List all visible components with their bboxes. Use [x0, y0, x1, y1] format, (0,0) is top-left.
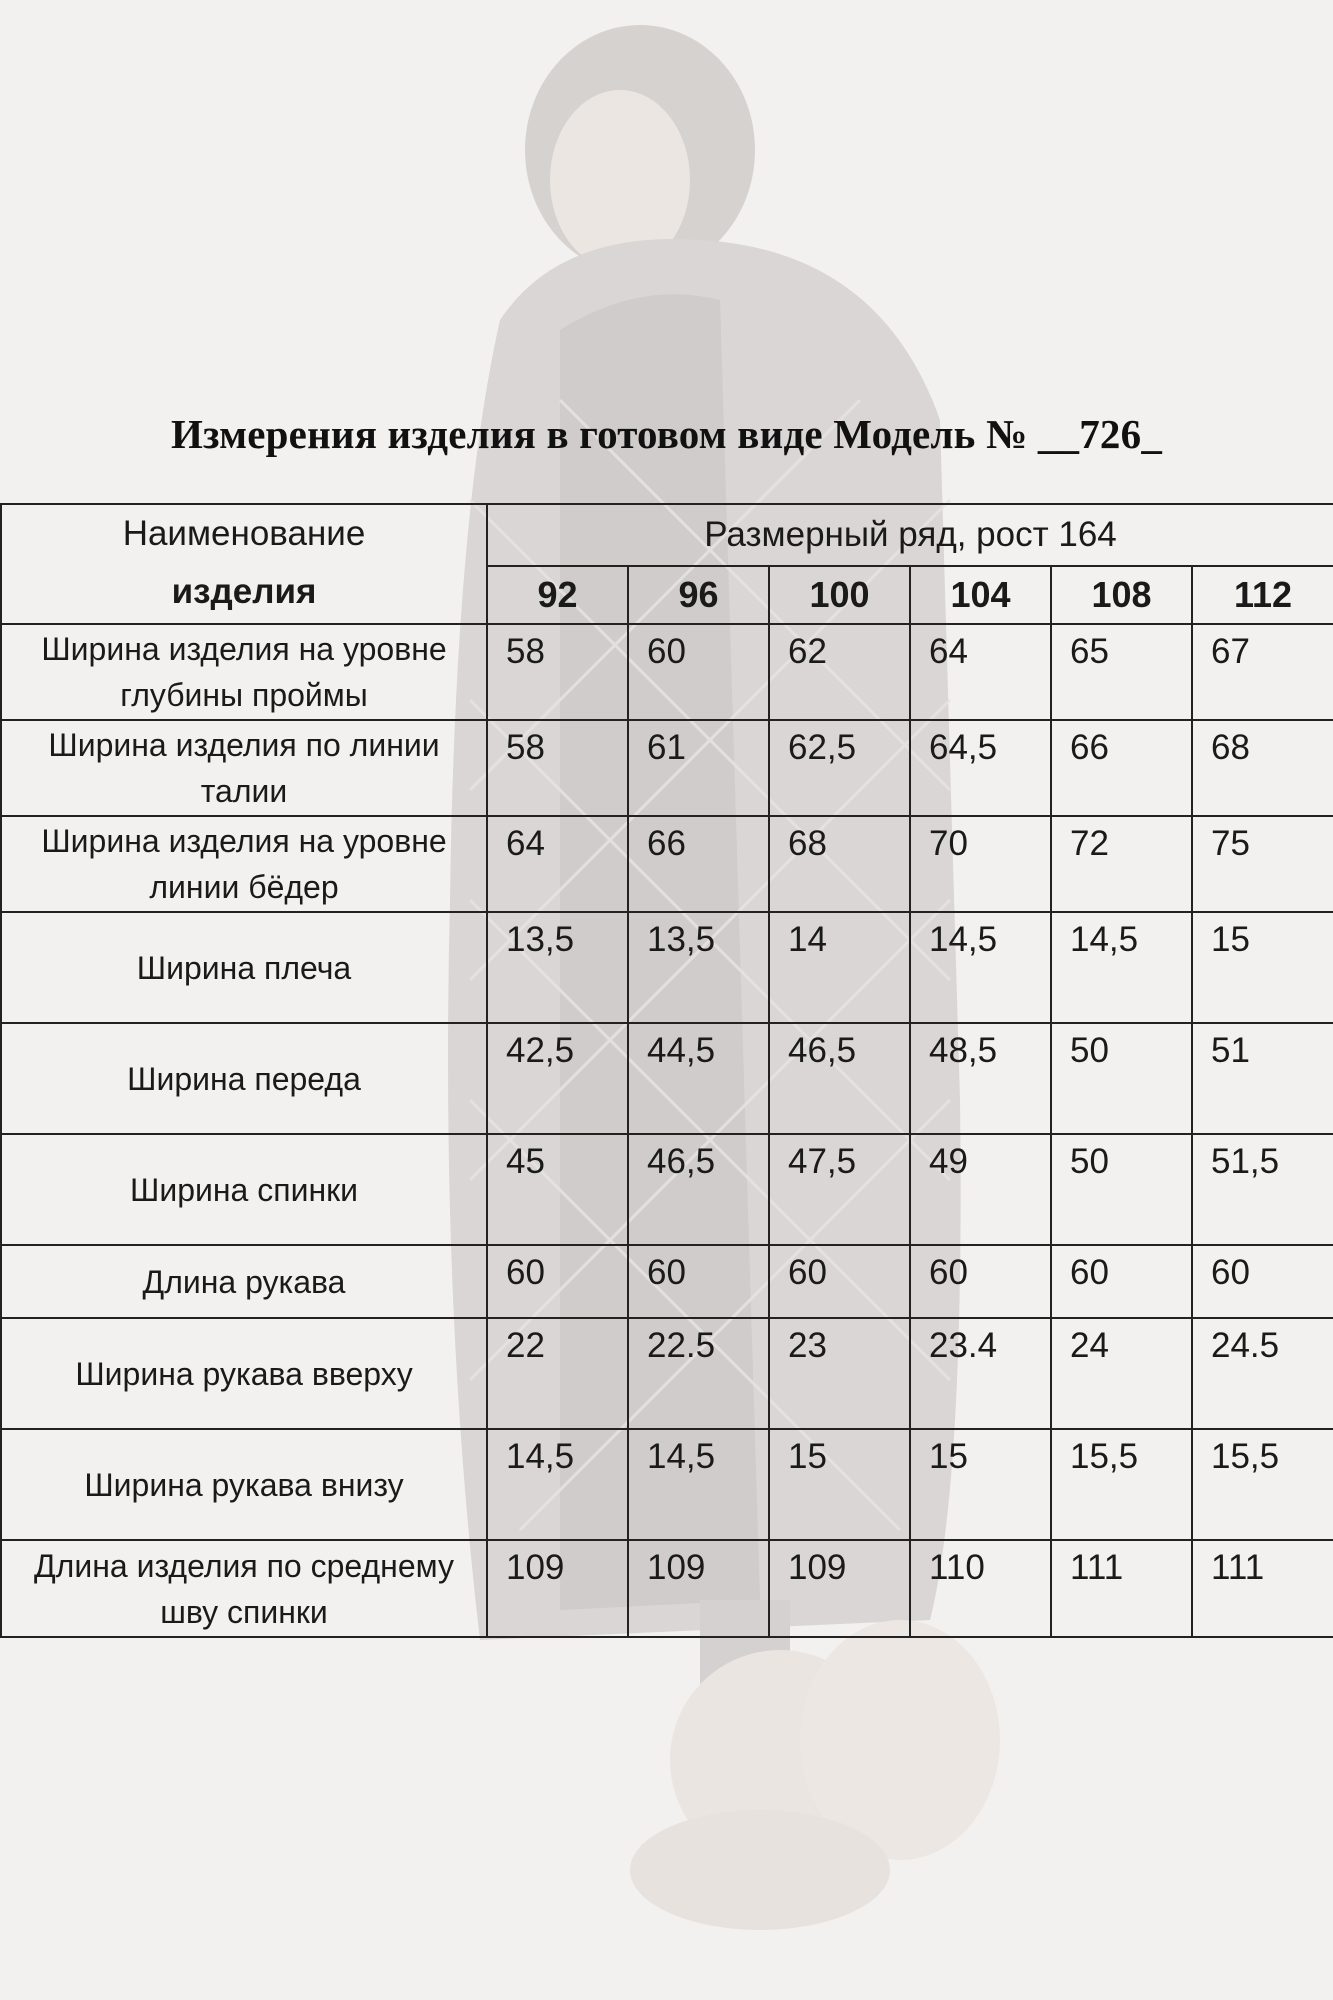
- measurement-value: 65: [1051, 624, 1192, 720]
- measurement-value: 75: [1192, 816, 1333, 912]
- measurement-value: 110: [910, 1540, 1051, 1637]
- table-row: [1, 1318, 1333, 1429]
- size-header: 100: [769, 566, 910, 624]
- measurement-value: 70: [910, 816, 1051, 912]
- table-row: [1, 1134, 1333, 1245]
- measurement-value: 64: [910, 624, 1051, 720]
- table-row: [1, 720, 1333, 816]
- measurement-value: 58: [487, 624, 628, 720]
- table-row: [1, 816, 1333, 912]
- measurement-name: Длина рукава: [1, 1245, 487, 1318]
- measurement-value: 22.5: [628, 1318, 769, 1429]
- measurement-value: 62,5: [769, 720, 910, 816]
- measurement-value: 15: [1192, 912, 1333, 1023]
- table-row: [1, 1023, 1333, 1134]
- measurement-value: 61: [628, 720, 769, 816]
- measurement-value: 15,5: [1192, 1429, 1333, 1540]
- measurement-value: 58: [487, 720, 628, 816]
- measurement-value: 109: [487, 1540, 628, 1637]
- size-header: 92: [487, 566, 628, 624]
- table-row: [1, 912, 1333, 1023]
- measurement-value: 64: [487, 816, 628, 912]
- measurement-value: 60: [769, 1245, 910, 1318]
- size-header: 96: [628, 566, 769, 624]
- size-range-label: Размерный ряд, рост 164: [487, 504, 1333, 566]
- measurement-value: 51: [1192, 1023, 1333, 1134]
- measurement-value: 44,5: [628, 1023, 769, 1134]
- measurement-name: Длина изделия по среднему шву спинки: [1, 1540, 487, 1637]
- table-row: [1, 1540, 1333, 1637]
- size-header: 104: [910, 566, 1051, 624]
- measurement-name: Ширина переда: [1, 1023, 487, 1134]
- measurement-value: 50: [1051, 1023, 1192, 1134]
- measurement-value: 24: [1051, 1318, 1192, 1429]
- measurement-value: 60: [1192, 1245, 1333, 1318]
- measurement-value: 49: [910, 1134, 1051, 1245]
- measurement-value: 64,5: [910, 720, 1051, 816]
- header-name-line1: Наименование: [122, 514, 366, 553]
- measurement-value: 60: [910, 1245, 1051, 1318]
- measurement-name: Ширина изделия на уровне линии бёдер: [1, 816, 487, 912]
- measurement-value: 13,5: [628, 912, 769, 1023]
- measurement-value: 46,5: [769, 1023, 910, 1134]
- measurement-value: 111: [1051, 1540, 1192, 1637]
- measurement-value: 60: [628, 624, 769, 720]
- measurement-value: 48,5: [910, 1023, 1051, 1134]
- measurement-name: Ширина плеча: [1, 912, 487, 1023]
- measurement-value: 45: [487, 1134, 628, 1245]
- header-name-cell: [1, 504, 487, 624]
- measurement-value: 14,5: [1051, 912, 1192, 1023]
- measurement-value: 13,5: [487, 912, 628, 1023]
- measurement-value: 46,5: [628, 1134, 769, 1245]
- measurement-value: 60: [1051, 1245, 1192, 1318]
- measurement-value: 23: [769, 1318, 910, 1429]
- measurement-value: 50: [1051, 1134, 1192, 1245]
- measurement-value: 51,5: [1192, 1134, 1333, 1245]
- measurement-value: 66: [1051, 720, 1192, 816]
- measurement-value: 67: [1192, 624, 1333, 720]
- size-header: 108: [1051, 566, 1192, 624]
- measurement-value: 14,5: [910, 912, 1051, 1023]
- measurement-value: 47,5: [769, 1134, 910, 1245]
- measurement-value: 111: [1192, 1540, 1333, 1637]
- measurement-value: 60: [628, 1245, 769, 1318]
- measurement-value: 14,5: [487, 1429, 628, 1540]
- table-row: [1, 1429, 1333, 1540]
- header-row: [1, 504, 1333, 566]
- measurement-value: 109: [769, 1540, 910, 1637]
- measurement-value: 72: [1051, 816, 1192, 912]
- header-name-line2: изделия: [171, 572, 317, 611]
- measurement-value: 22: [487, 1318, 628, 1429]
- measurement-value: 15: [910, 1429, 1051, 1540]
- measurement-value: 42,5: [487, 1023, 628, 1134]
- measurement-value: 66: [628, 816, 769, 912]
- measurement-name: Ширина изделия по линии талии: [1, 720, 487, 816]
- measurement-value: 68: [1192, 720, 1333, 816]
- measurement-name: Ширина рукава вверху: [1, 1318, 487, 1429]
- page-title: Измерения изделия в готовом виде Модель № __726_: [170, 411, 1163, 457]
- measurement-value: 109: [628, 1540, 769, 1637]
- table-row: [1, 1245, 1333, 1318]
- measurement-name: Ширина спинки: [1, 1134, 487, 1245]
- table-row: [1, 624, 1333, 720]
- measurement-value: 23.4: [910, 1318, 1051, 1429]
- measurement-value: 62: [769, 624, 910, 720]
- measurement-value: 60: [487, 1245, 628, 1318]
- measurement-name: Ширина рукава внизу: [1, 1429, 487, 1540]
- measurement-value: 14,5: [628, 1429, 769, 1540]
- measurement-value: 24.5: [1192, 1318, 1333, 1429]
- size-header: 112: [1192, 566, 1333, 624]
- measurement-value: 14: [769, 912, 910, 1023]
- measurement-name: Ширина изделия на уровне глубины проймы: [1, 624, 487, 720]
- measurement-value: 15: [769, 1429, 910, 1540]
- measurement-value: 68: [769, 816, 910, 912]
- measurement-value: 15,5: [1051, 1429, 1192, 1540]
- measurements-table: [0, 503, 1333, 1638]
